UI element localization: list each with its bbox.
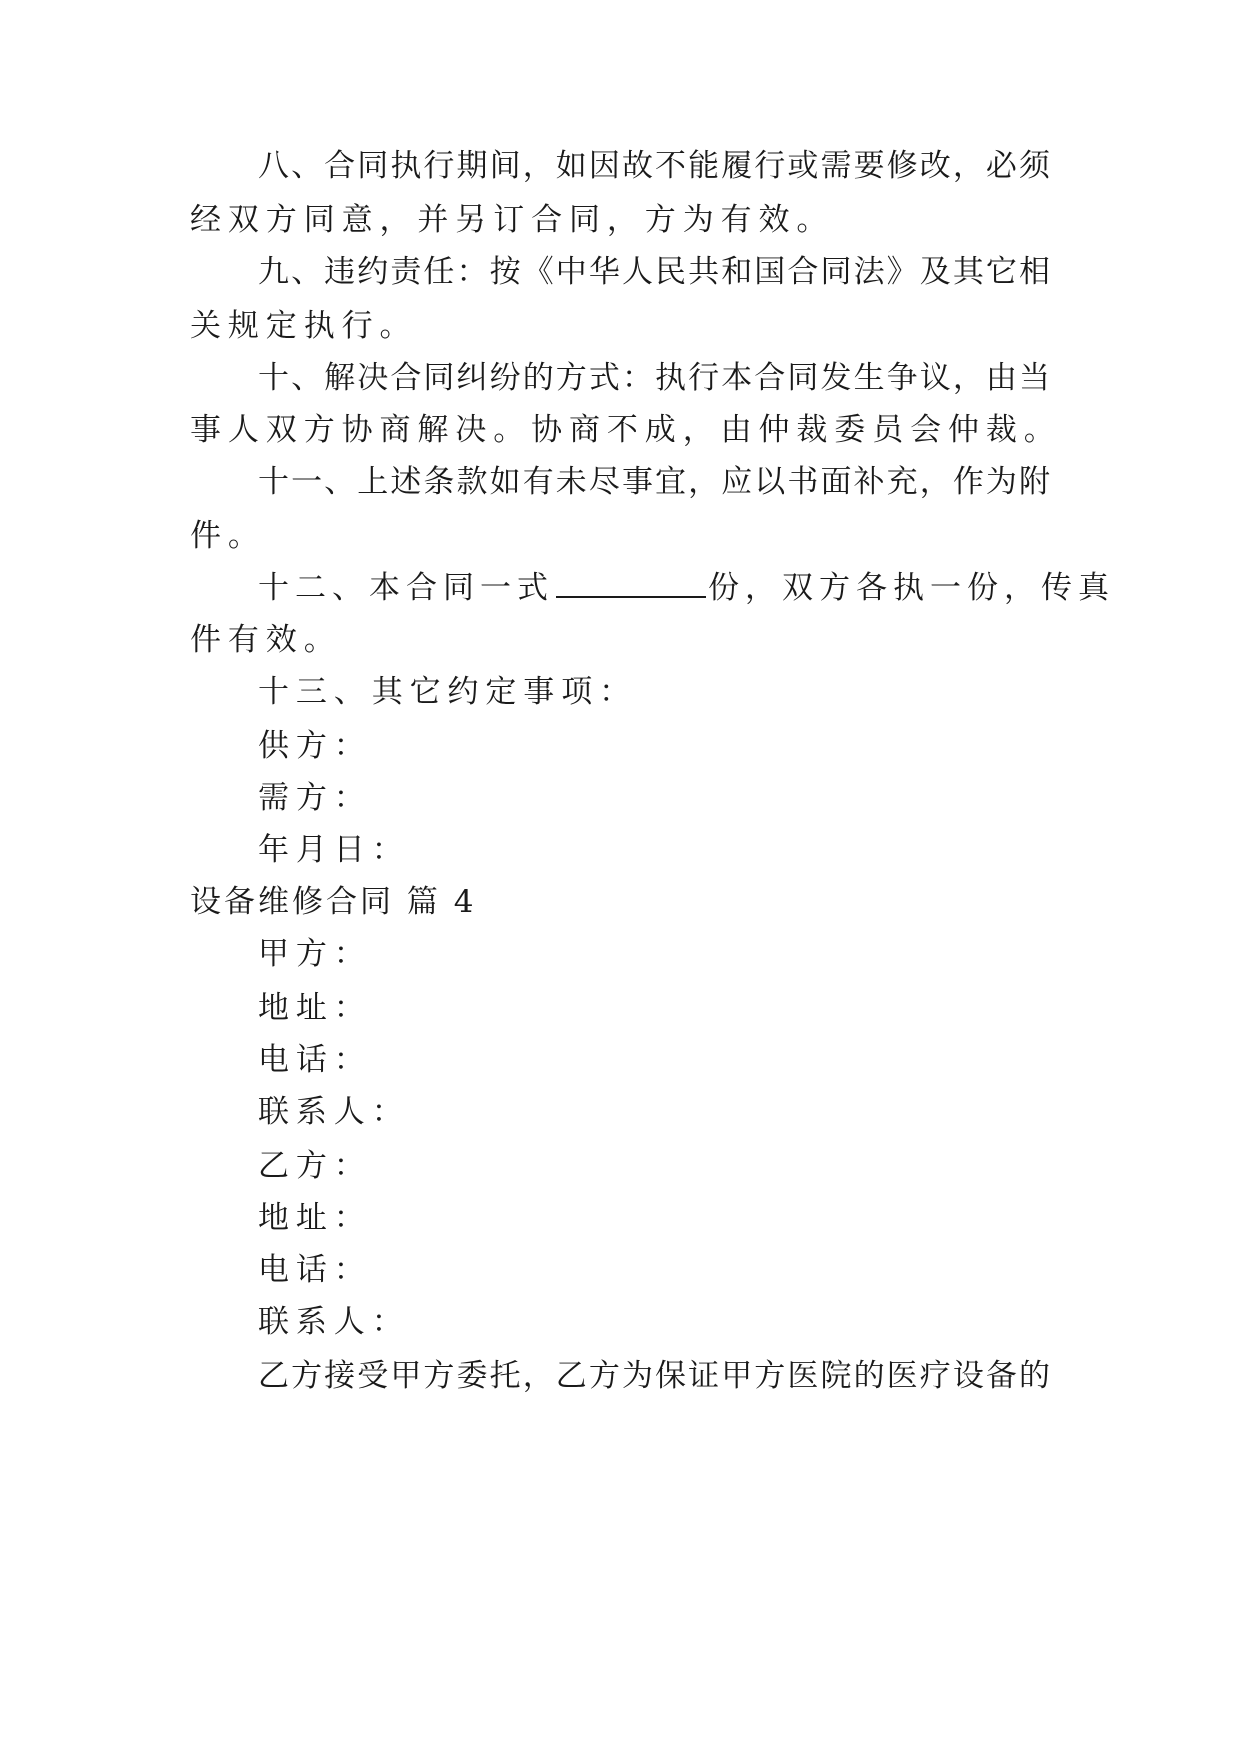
clause-10-line-2: 事人双方协商解决。协商不成，由仲裁委员会仲裁。	[190, 412, 1062, 448]
party-a-phone: 电话：	[258, 1042, 372, 1078]
copies-blank	[556, 570, 706, 598]
supplier-label: 供方：	[258, 728, 372, 764]
clause-12-text-after: 份，双方各执一份，传真	[708, 570, 1115, 606]
clause-11-line-1: 十一、上述条款如有未尽事宜，应以书面补充，作为附	[258, 464, 1050, 500]
clause-12-line-1	[258, 568, 1115, 608]
clause-8-line-1: 八、合同执行期间，如因故不能履行或需要修改，必须	[258, 148, 1050, 184]
clause-12-line-2: 件有效。	[190, 622, 342, 658]
party-b-phone: 电话：	[258, 1252, 372, 1288]
intro-line: 乙方接受甲方委托，乙方为保证甲方医院的医疗设备的	[258, 1358, 1050, 1394]
party-b-contact: 联系人：	[258, 1304, 410, 1340]
clause-9-line-2: 关规定执行。	[190, 308, 418, 344]
party-a-address: 地址：	[258, 990, 372, 1026]
clause-13: 十三、其它约定事项：	[258, 674, 637, 710]
party-a-label: 甲方：	[258, 936, 372, 972]
clause-11-line-2: 件。	[190, 518, 266, 554]
party-a-contact: 联系人：	[258, 1094, 410, 1130]
section-title: 设备维修合同 篇 4	[190, 884, 477, 920]
clause-8-line-2: 经双方同意，并另订合同，方为有效。	[190, 202, 835, 238]
party-b-address: 地址：	[258, 1200, 372, 1236]
clause-12-text-before: 十二、本合同一式	[258, 570, 554, 606]
party-b-label: 乙方：	[258, 1148, 372, 1184]
buyer-label: 需方：	[258, 780, 372, 816]
clause-9-line-1: 九、违约责任：按《中华人民共和国合同法》及其它相	[258, 254, 1050, 290]
clause-10-line-1: 十、解决合同纠纷的方式：执行本合同发生争议，由当	[258, 360, 1050, 396]
date-label: 年月日：	[258, 832, 410, 868]
